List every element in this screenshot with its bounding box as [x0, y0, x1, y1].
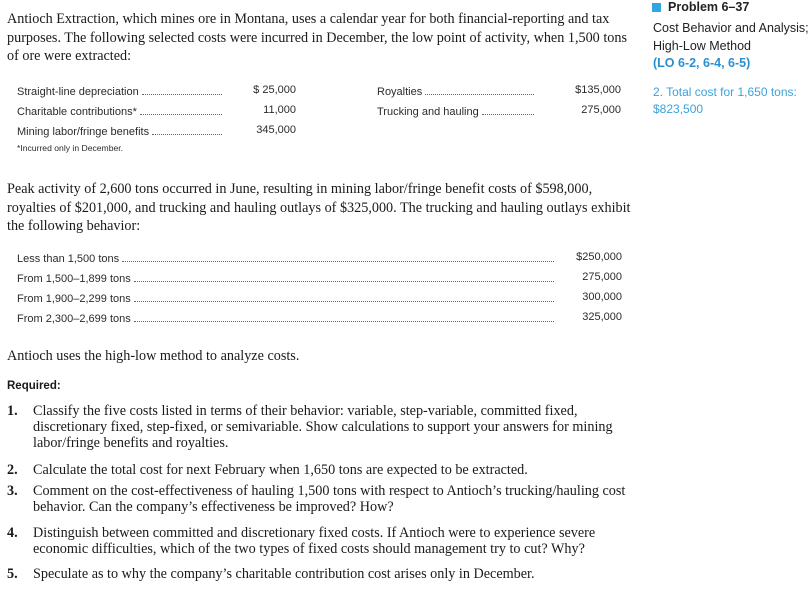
leader-dots — [142, 94, 222, 95]
problem-title: Cost Behavior and Analysis; High-Low Method — [653, 21, 809, 53]
schedule-value: 325,000 — [582, 311, 622, 323]
requirement-text: Calculate the total cost for next February when 1,650 tons are expected to be extracted. — [33, 462, 528, 478]
schedule-row — [17, 271, 557, 285]
cost-value: 11,000 — [263, 104, 296, 116]
requirement-number: 3. — [7, 483, 18, 499]
method-sentence: Antioch uses the high-low method to analyze costs. — [7, 348, 300, 364]
leader-dots — [134, 321, 554, 322]
december-costs-left — [17, 84, 307, 140]
leader-dots — [482, 114, 534, 115]
december-costs-right — [377, 84, 627, 120]
schedule-value: 275,000 — [582, 271, 622, 283]
leader-dots — [140, 114, 222, 115]
requirement-item — [7, 403, 637, 452]
requirement-number: 4. — [7, 525, 18, 541]
schedule-label: From 2,300–2,699 tons — [17, 313, 131, 325]
cost-label: Royalties — [377, 86, 423, 98]
requirement-item — [7, 483, 637, 515]
leader-dots — [134, 301, 554, 302]
cost-value: $135,000 — [575, 84, 621, 96]
requirement-item — [7, 462, 637, 478]
cost-row — [17, 124, 225, 138]
requirement-text: Comment on the cost-effectiveness of hauling 1,500 tons with respect to Antioch’s trucking/hauling cost behavior. Can the company’s effectiveness be improved? How? — [33, 483, 626, 516]
cost-label: Trucking and hauling — [377, 106, 479, 118]
requirement-number: 2. — [7, 462, 18, 478]
intro-paragraph: Antioch Extraction, which mines ore in Montana, uses a calendar year for both financial-reporting and tax purposes. The following selected costs were incurred in December, the low point of activity, when 1,500 tons of ore were extracted: — [7, 11, 627, 64]
cost-row — [17, 104, 225, 118]
peak-paragraph: Peak activity of 2,600 tons occurred in June, resulting in mining labor/fringe benefit costs of $598,000, royalties of $201,000, and trucking and hauling outlays of $325,000. The trucking and hauling outlays exhibit the following behavior: — [7, 181, 631, 234]
requirement-text: Distinguish between committed and discretionary fixed costs. If Antioch were to experience severe economic difficulties, which of the two types of fixed costs should management try to cut? Why? — [33, 525, 596, 558]
schedule-value: $250,000 — [576, 251, 622, 263]
requirement-item — [7, 525, 637, 557]
learning-objectives: (LO 6-2, 6-4, 6-5) — [653, 56, 751, 70]
problem-header — [652, 0, 749, 14]
leader-dots — [152, 134, 222, 135]
schedule-row — [17, 311, 557, 325]
cost-value: $ 25,000 — [253, 84, 296, 96]
requirement-number: 1. — [7, 403, 18, 419]
leader-dots — [134, 281, 554, 282]
cost-label: Mining labor/fringe benefits — [17, 126, 150, 138]
schedule-label: From 1,900–2,299 tons — [17, 293, 131, 305]
problem-label: Problem 6–37 — [668, 0, 750, 14]
required-heading: Required: — [7, 380, 61, 392]
requirement-item — [7, 566, 637, 582]
schedule-label: Less than 1,500 tons — [17, 253, 120, 265]
cost-label: Charitable contributions* — [17, 106, 137, 118]
cost-value: 345,000 — [256, 124, 296, 136]
requirement-text: Speculate as to why the company’s charitable contribution cost arises only in December. — [33, 566, 535, 582]
schedule-value: 300,000 — [582, 291, 622, 303]
square-bullet-icon — [652, 3, 661, 12]
leader-dots — [122, 261, 554, 262]
cost-row — [17, 84, 225, 98]
cost-row — [377, 104, 537, 118]
answer-hint: 2. Total cost for 1,650 tons: $823,500 — [653, 85, 797, 116]
leader-dots — [425, 94, 534, 95]
schedule-row — [17, 291, 557, 305]
footnote: *Incurred only in December. — [17, 143, 124, 153]
hauling-schedule — [17, 251, 627, 327]
requirement-text: Classify the five costs listed in terms of their behavior: variable, step-variable, committed fixed, discretionary fixed, step-fixed, or semivariable. Show calculations to support your answers for mining labor/fringe benefits and royalties. — [33, 403, 613, 452]
schedule-row — [17, 251, 557, 265]
schedule-label: From 1,500–1,899 tons — [17, 273, 131, 285]
requirement-number: 5. — [7, 566, 18, 582]
cost-value: 275,000 — [581, 104, 621, 116]
cost-row — [377, 84, 537, 98]
cost-label: Straight-line depreciation — [17, 86, 139, 98]
